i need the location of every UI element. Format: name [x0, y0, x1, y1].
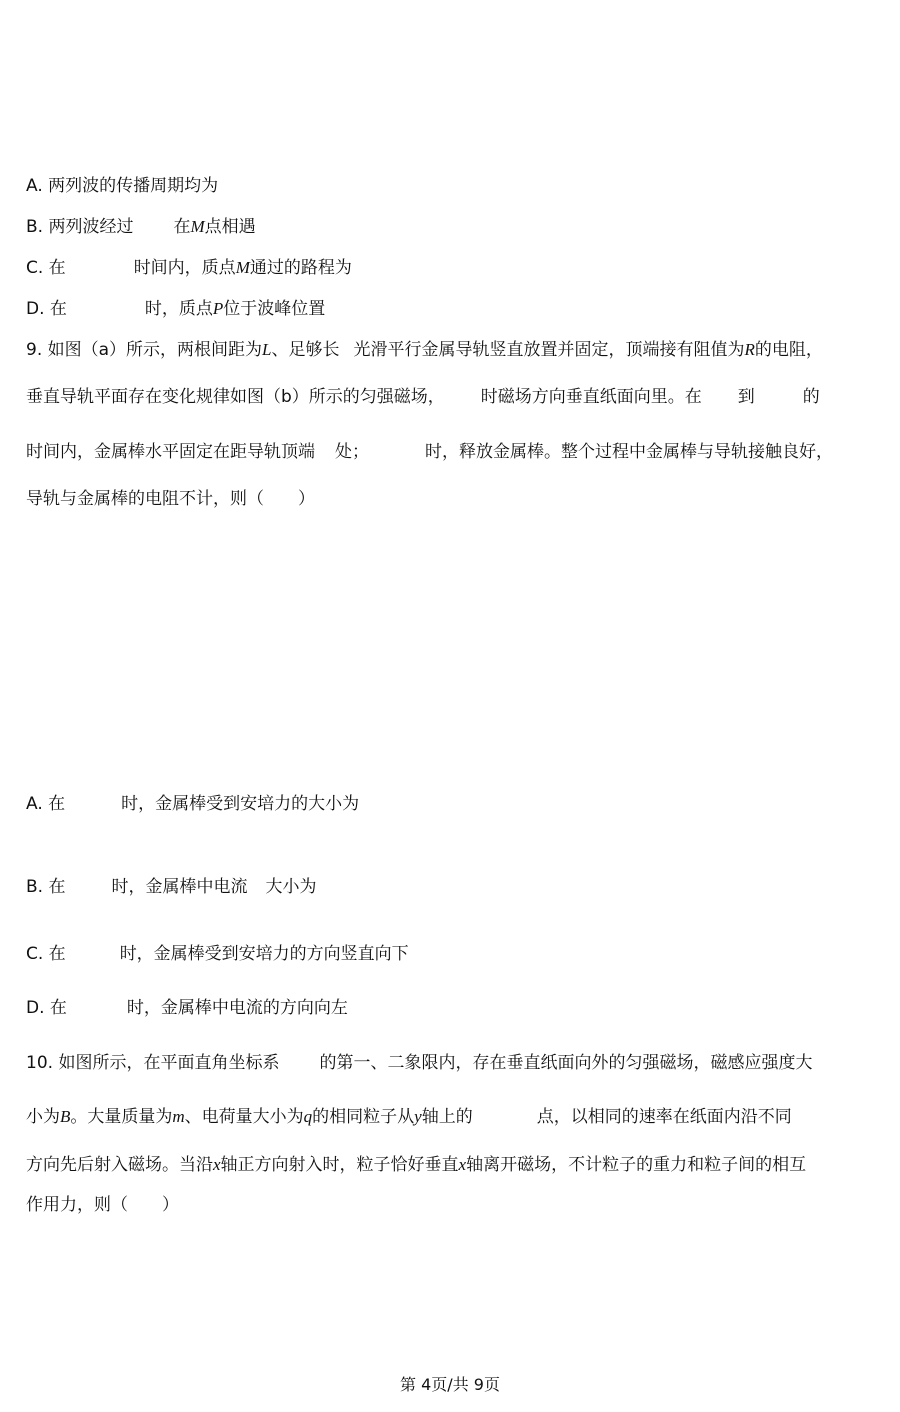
q9-stem-line-1: 9. 如图（a）所示，两根间距为L、足够长 光滑平行金属导轨竖直放置并固定，顶端接有阻值为R的电阻， — [26, 340, 823, 360]
q9-stem-line-2: 垂直导轨平面存在变化规律如图（b）所示的匀强磁场， 时磁场方向垂直纸面向里。在 到 的 — [26, 387, 820, 407]
q10-stem-line-4: 作用力，则（ ） — [26, 1195, 179, 1215]
q9-option-b: B. 在 时，金属棒中电流 大小为 — [26, 877, 317, 897]
q9-option-d: D. 在 时，金属棒中电流的方向向左 — [26, 998, 348, 1018]
q8-option-c: C. 在 时间内，质点M通过的路程为 — [26, 258, 352, 278]
q9-stem-line-3: 时间内，金属棒水平固定在距导轨顶端 处； 时，释放金属棒。整个过程中金属棒与导轨接触良好， — [26, 442, 833, 462]
page-number: 第 4页/共 9页 — [400, 1375, 500, 1394]
q8-option-a: A. 两列波的传播周期均为 — [26, 176, 219, 196]
q9-stem-line-4: 导轨与金属棒的电阻不计，则（ ） — [26, 489, 315, 509]
q9-option-a: A. 在 时，金属棒受到安培力的大小为 — [26, 794, 360, 814]
q9-option-c: C. 在 时，金属棒受到安培力的方向竖直向下 — [26, 944, 409, 964]
q10-stem-line-3: 方向先后射入磁场。当沿x轴正方向射入时，粒子恰好垂直x轴离开磁场，不计粒子的重力和粒子间的相互 — [26, 1155, 807, 1175]
q8-option-b: B. 两列波经过 在M点相遇 — [26, 217, 256, 237]
q10-stem-line-2: 小为B。大量质量为m、电荷量大小为q的相同粒子从y轴上的 点，以相同的速率在纸面内沿不同 — [26, 1107, 792, 1127]
q8-option-d: D. 在 时，质点P位于波峰位置 — [26, 299, 326, 319]
q10-stem-line-1: 10. 如图所示，在平面直角坐标系 的第一、二象限内，存在垂直纸面向外的匀强磁场，磁感应强度大 — [26, 1053, 813, 1073]
